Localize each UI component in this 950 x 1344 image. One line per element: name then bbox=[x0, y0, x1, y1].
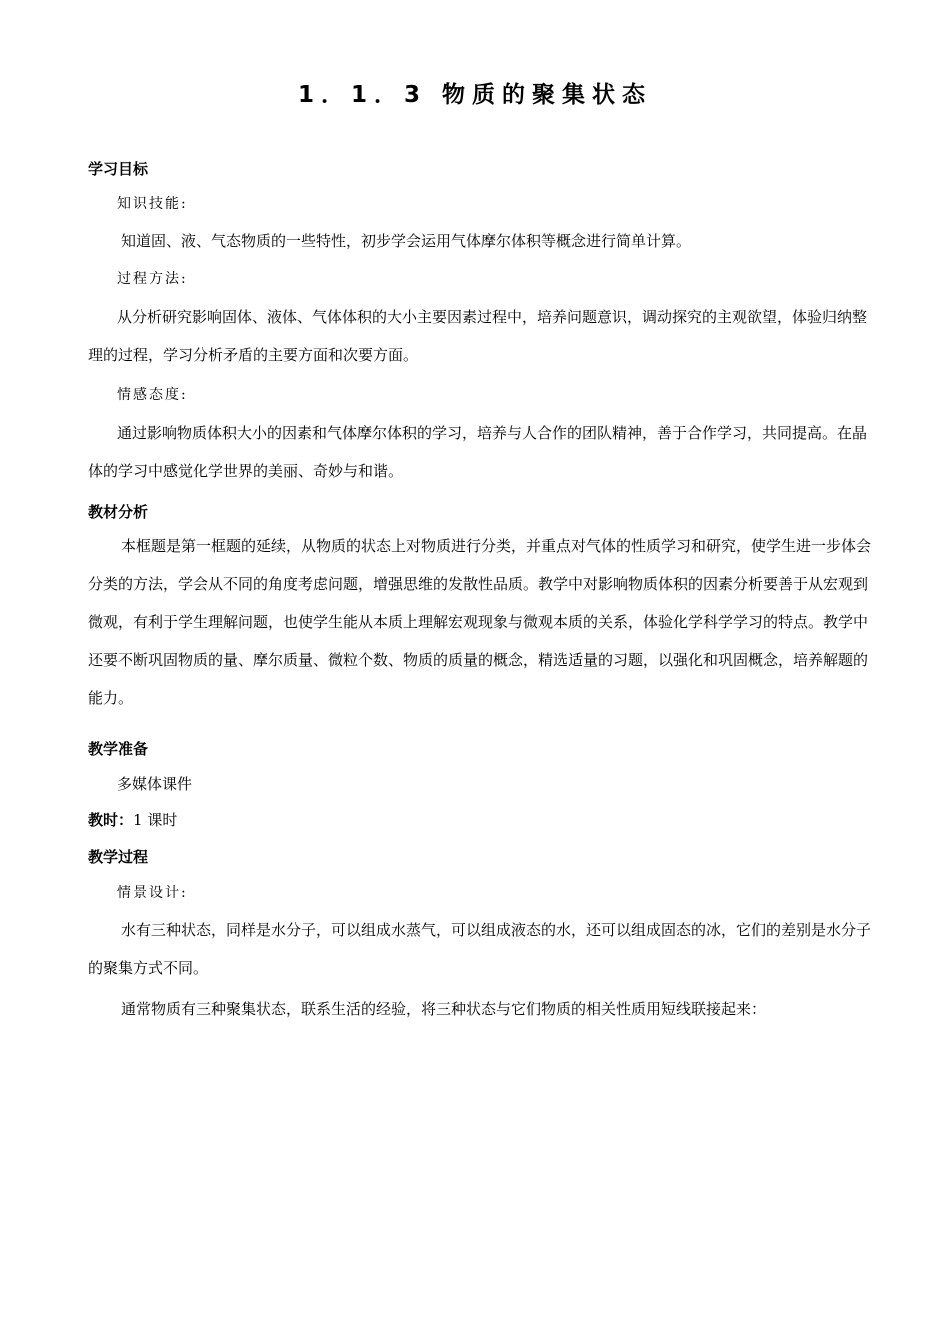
time-value: 1 课时 bbox=[133, 811, 178, 829]
analysis-text-content: 本框题是第一框题的延续，从物质的状态上对物质进行分类，并重点对气体的性质学习和研究，使学生进一步体会分类的方法，学会从不同的角度考虑问题，增强思维的发散性品质。教学中对影响物质体积的因素分析要善于从宏观到微观，有利于学生理解问题，也使学生能从本质上理解宏观现象与微观本质的关系，体验化学科学学习的特点。教学中还要不断巩固物质的量、摩尔质量、微粒个数、物质的质量的概念，精选适量的习题，以强化和巩固概念，培养解题的能力。 bbox=[88, 537, 872, 707]
process-label: 过程方法: bbox=[117, 271, 188, 287]
closing-text-content: 通常物质有三种聚集状态，联系生活的经验，将三种状态与它们物质的相关性质用短线联接起来： bbox=[121, 1000, 767, 1018]
page-title: 1．1．3 物质的聚集状态 bbox=[297, 82, 653, 108]
analysis-heading: 教材分析 bbox=[88, 503, 149, 521]
closing-text bbox=[88, 990, 874, 1028]
emotion-text bbox=[88, 414, 874, 490]
goals-heading: 学习目标 bbox=[88, 160, 149, 178]
knowledge-text-content: 知道固、液、气态物质的一些特性，初步学会运用气体摩尔体积等概念进行简单计算。 bbox=[121, 232, 692, 250]
time-label: 教时： bbox=[88, 811, 134, 829]
process-text-content: 从分析研究影响固体、液体、气体体积的大小主要因素过程中，培养问题意识，调动探究的主观欲望，体验归纳整理的过程，学习分析矛盾的主要方面和次要方面。 bbox=[88, 308, 868, 364]
process-heading: 教学过程 bbox=[88, 848, 149, 866]
scene-text-content: 水有三种状态，同样是水分子，可以组成水蒸气，可以组成液态的水，还可以组成固态的冰，它们的差别是水分子的聚集方式不同。 bbox=[88, 921, 872, 977]
scene-text bbox=[88, 911, 874, 987]
knowledge-text bbox=[88, 222, 874, 260]
time-line bbox=[88, 809, 177, 830]
prep-heading: 教学准备 bbox=[88, 740, 149, 758]
process-text bbox=[88, 298, 874, 374]
emotion-label: 情感态度: bbox=[117, 387, 188, 403]
scene-label: 情景设计: bbox=[117, 885, 188, 901]
analysis-text bbox=[88, 527, 874, 717]
emotion-text-content: 通过影响物质体积大小的因素和气体摩尔体积的学习，培养与人合作的团队精神，善于合作学习，共同提高。在晶体的学习中感觉化学世界的美丽、奇妙与和谐。 bbox=[88, 424, 868, 480]
prep-text: 多媒体课件 bbox=[117, 775, 193, 793]
knowledge-label: 知识技能: bbox=[117, 196, 188, 212]
